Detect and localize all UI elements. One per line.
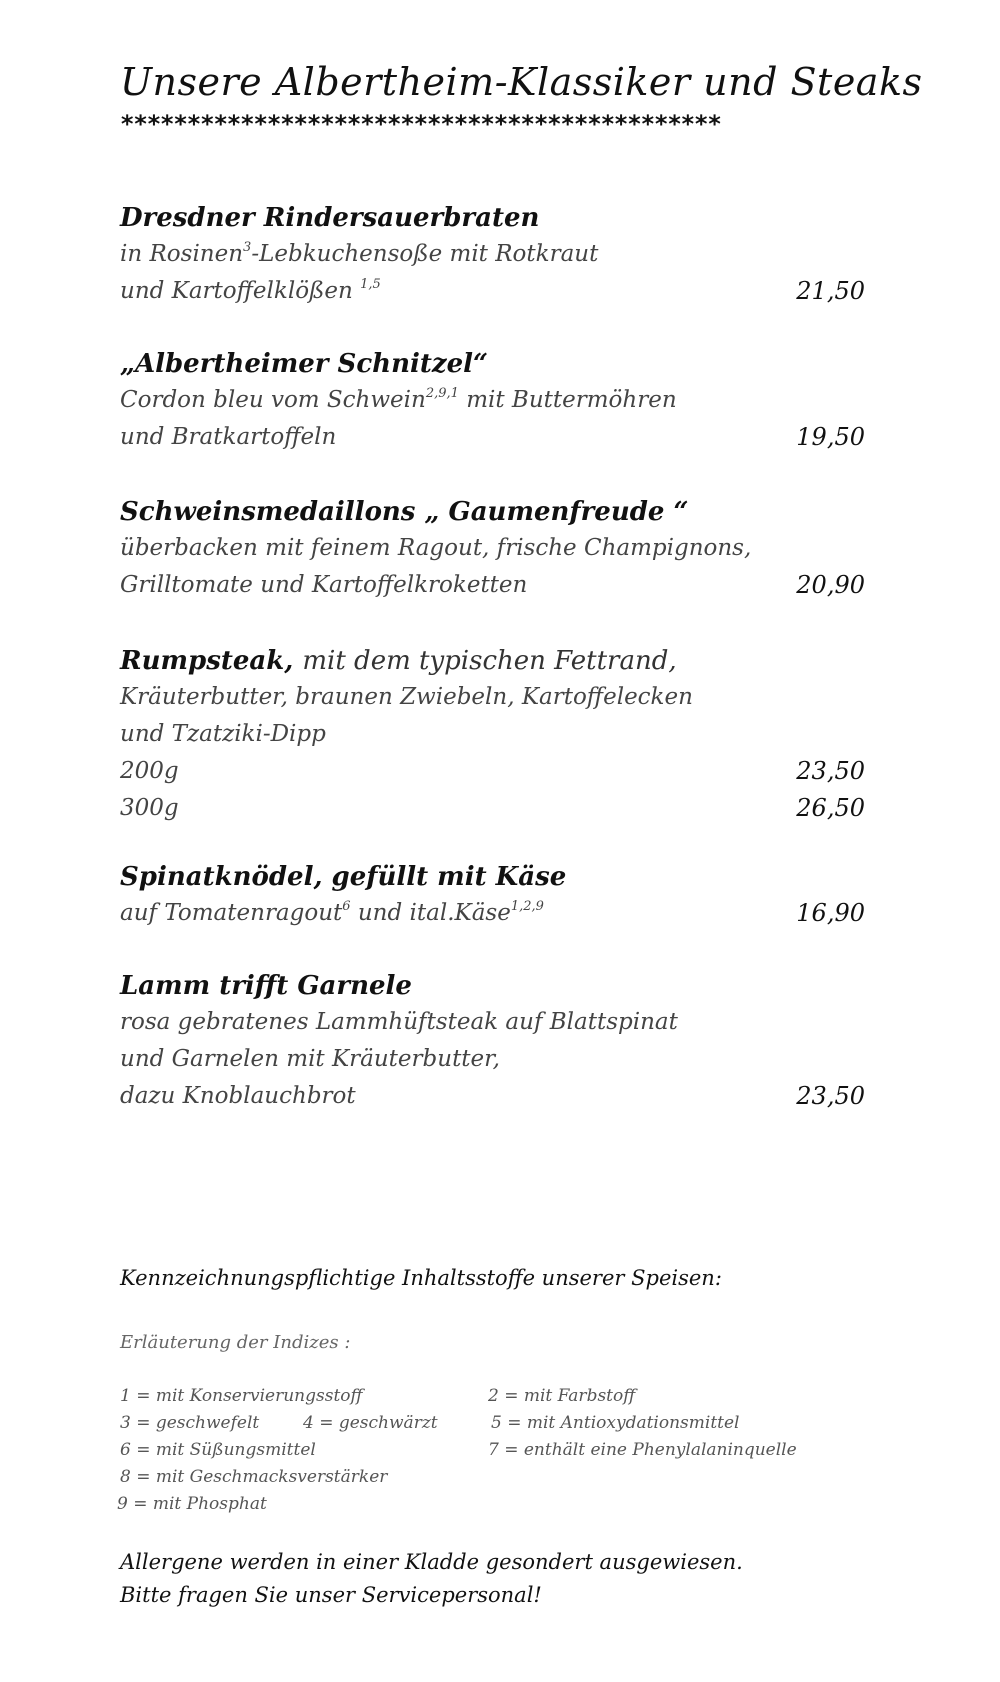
- legend-item: 1 = mit Konservierungsstoff: [120, 1386, 363, 1406]
- allergen-note: Allergene werden in einer Kladde gesondert ausgewiesen.: [120, 1550, 743, 1574]
- legend-item: 6 = mit Süßungsmittel: [120, 1440, 316, 1460]
- dish-name: Lamm trifft Garnele: [120, 971, 412, 1001]
- dish-description-line: [120, 236, 865, 273]
- dish-description-line: [120, 1041, 865, 1078]
- legend-item: 2 = mit Farbstoff: [488, 1386, 636, 1406]
- description-text: und Kartoffelklößen: [120, 278, 361, 304]
- index-superscript: 2,9,1: [425, 386, 459, 401]
- dish-description-line: [120, 273, 865, 310]
- dish-price: 16,90: [796, 899, 865, 927]
- description-text: rosa gebratenes Lammhüftsteak auf Blattspinat: [120, 1009, 678, 1035]
- dish-rumpsteak: [120, 643, 865, 827]
- dish-name-description: mit dem typischen Fettrand,: [302, 646, 677, 676]
- index-superscript: 1,2,9: [510, 899, 544, 914]
- description-text: Kräuterbutter, braunen Zwiebeln, Kartoffelecken: [120, 684, 693, 710]
- dish-description-line: [120, 895, 865, 932]
- dish-spinatknoedel: [120, 859, 865, 932]
- legend-item: 5 = mit Antioxydationsmittel: [491, 1413, 740, 1433]
- portion-size: 300g: [120, 795, 179, 821]
- description-text: dazu Knoblauchbrot: [120, 1083, 356, 1109]
- dish-name: [120, 643, 865, 679]
- description-text: in Rosinen: [120, 241, 244, 267]
- dish-price: 23,50: [796, 757, 865, 785]
- dish-description-line: [120, 679, 865, 716]
- dish-schnitzel: [120, 346, 865, 456]
- description-text: und Garnelen mit Kräuterbutter,: [120, 1046, 500, 1072]
- dish-name-text: Rumpsteak,: [120, 646, 294, 676]
- dish-name: Dresdner Rindersauerbraten: [120, 203, 540, 233]
- dish-medaillons: [120, 494, 865, 604]
- description-text: mit Buttermöhren: [458, 387, 677, 413]
- dish-name: „Albertheimer Schnitzel“: [120, 349, 488, 379]
- dish-description-line: [120, 716, 865, 753]
- star-divider: *********************************************: [120, 110, 721, 138]
- description-text: Grilltomate und Kartoffelkroketten: [120, 572, 528, 598]
- dish-price: 20,90: [796, 571, 865, 599]
- description-text: auf Tomatenragout: [120, 900, 343, 926]
- description-text: Cordon bleu vom Schwein: [120, 387, 426, 413]
- portion-line: [120, 753, 865, 790]
- index-superscript: 1,5: [360, 277, 381, 292]
- legend-item: 8 = mit Geschmacksverstärker: [120, 1467, 388, 1487]
- dish-price: 19,50: [796, 423, 865, 451]
- dish-sauerbraten: [120, 200, 865, 310]
- index-superscript: 3: [243, 240, 252, 255]
- description-text: -Lebkuchensoße mit Rotkraut: [251, 241, 599, 267]
- legend-item: 9 = mit Phosphat: [117, 1494, 267, 1514]
- dish-description-line: [120, 530, 865, 567]
- portion-size: 200g: [120, 758, 179, 784]
- description-text: und Bratkartoffeln: [120, 424, 337, 450]
- description-text: und Tzatziki-Dipp: [120, 721, 326, 747]
- legend-item: 4 = geschwärzt: [303, 1413, 438, 1433]
- index-superscript: 6: [342, 899, 351, 914]
- page-title: Unsere Albertheim-Klassiker und Steaks: [120, 60, 923, 104]
- dish-price: 23,50: [796, 1082, 865, 1110]
- dish-description-line: [120, 1004, 865, 1041]
- portion-line: [120, 790, 865, 827]
- dish-description-line: [120, 1078, 865, 1115]
- dish-description-line: [120, 382, 865, 419]
- legend-subheading: Erläuterung der Indizes :: [120, 1332, 351, 1353]
- dish-description-line: [120, 567, 865, 604]
- dish-price: 26,50: [796, 794, 865, 822]
- legend-item: 3 = geschwefelt: [120, 1413, 260, 1433]
- dish-lamm-garnele: [120, 968, 865, 1115]
- dish-description-line: [120, 419, 865, 456]
- legend-heading: Kennzeichnungspflichtige Inhaltsstoffe unserer Speisen:: [120, 1266, 722, 1290]
- description-text: und ital.Käse: [350, 900, 511, 926]
- dish-name: Spinatknödel, gefüllt mit Käse: [120, 862, 567, 892]
- legend-item: 7 = enthält eine Phenylalaninquelle: [488, 1440, 797, 1460]
- dish-name: Schweinsmedaillons „ Gaumenfreude “: [120, 497, 689, 527]
- service-note: Bitte fragen Sie unser Servicepersonal!: [120, 1583, 542, 1607]
- dish-price: 21,50: [796, 277, 865, 305]
- description-text: überbacken mit feinem Ragout, frische Champignons,: [120, 535, 752, 561]
